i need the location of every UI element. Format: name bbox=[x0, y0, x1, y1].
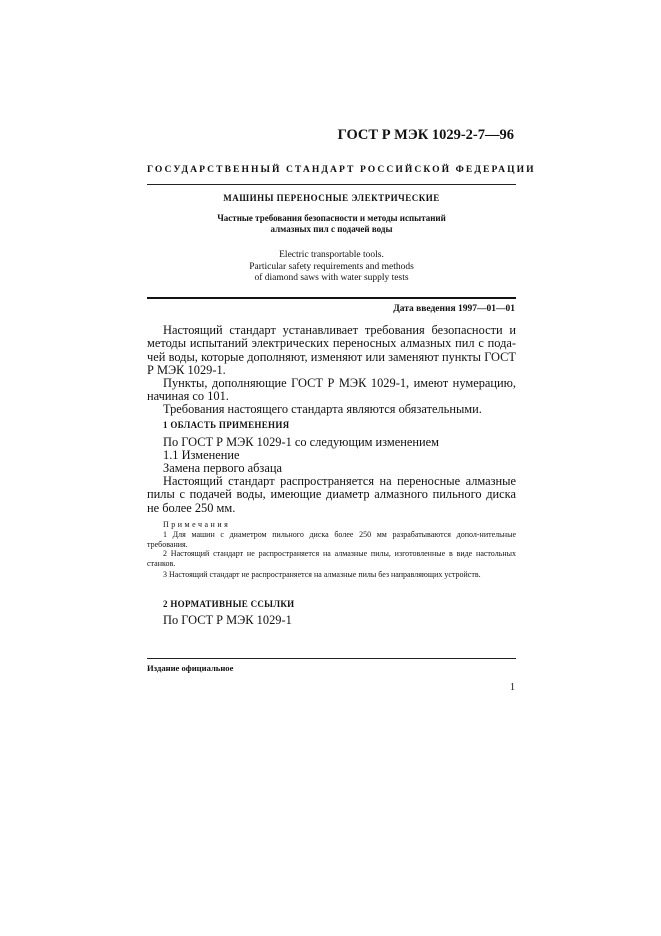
section-2-line-1: По ГОСТ Р МЭК 1029-1 bbox=[163, 613, 292, 627]
official-edition-label: Издание официальное bbox=[147, 663, 234, 673]
document-subtitle bbox=[147, 213, 516, 235]
section-1-heading: 1 ОБЛАСТЬ ПРИМЕНЕНИЯ bbox=[163, 420, 290, 430]
note-3: 3 Настоящий стандарт не распространяется на алмазные пилы без направляющих устройств. bbox=[163, 570, 481, 579]
section-1-line-3: Замена первого абзаца bbox=[163, 461, 282, 475]
footer-divider bbox=[147, 658, 516, 659]
section-1-line-1: По ГОСТ Р МЭК 1029-1 со следующим изменением bbox=[163, 435, 439, 449]
intro-paragraph-1: Настоящий стандарт устанавливает требования безопасности и методы испытаний электрических переносных алмазных пил с пода-чей воды, которые дополняют, изменяют или заменяют пункты ГОСТ Р МЭК 1029-1. bbox=[147, 323, 516, 377]
state-standard-banner: ГОСУДАРСТВЕННЫЙ СТАНДАРТ РОССИЙСКОЙ ФЕДЕРАЦИИ bbox=[147, 164, 536, 175]
title-divider bbox=[147, 297, 516, 299]
effective-date: Дата введения 1997—01—01 bbox=[393, 304, 515, 314]
subtitle-line-2: алмазных пил с подачей воды bbox=[270, 224, 393, 234]
document-title: МАШИНЫ ПЕРЕНОСНЫЕ ЭЛЕКТРИЧЕСКИЕ bbox=[223, 193, 440, 203]
english-title-line-2: Particular safety requirements and methods bbox=[249, 261, 414, 272]
intro-paragraph-3: Требования настоящего стандарта являются обязательными. bbox=[163, 402, 482, 416]
page-number: 1 bbox=[510, 682, 515, 693]
note-1: 1 Для машин с диаметром пильного диска более 250 мм разрабатываются допол-нительные требования. bbox=[147, 530, 516, 550]
english-title-line-1: Electric transportable tools. bbox=[279, 250, 384, 260]
subtitle-line-1: Частные требования безопасности и методы испытаний bbox=[217, 213, 446, 223]
standard-designation: ГОСТ Р МЭК 1029-2-7—96 bbox=[337, 127, 514, 143]
notes-heading: Примечания bbox=[163, 520, 231, 529]
english-title bbox=[147, 250, 516, 285]
note-2: 2 Настоящий стандарт не распространяется на алмазные пилы, изготовленные в виде настольных станков. bbox=[147, 549, 516, 569]
header-divider bbox=[147, 184, 516, 185]
english-title-line-3: of diamond saws with water supply tests bbox=[254, 273, 409, 283]
section-2-heading: 2 НОРМАТИВНЫЕ ССЫЛКИ bbox=[163, 599, 295, 609]
section-1-scope-paragraph: Настоящий стандарт распространяется на переносные алмазные пилы с подачей воды, имеющие диаметр алмазного пильного диска не более 250 мм. bbox=[147, 474, 516, 515]
section-1-line-2: 1.1 Изменение bbox=[163, 448, 240, 462]
intro-paragraph-2: Пункты, дополняющие ГОСТ Р МЭК 1029-1, имеют нумерацию, начиная со 101. bbox=[147, 376, 516, 404]
